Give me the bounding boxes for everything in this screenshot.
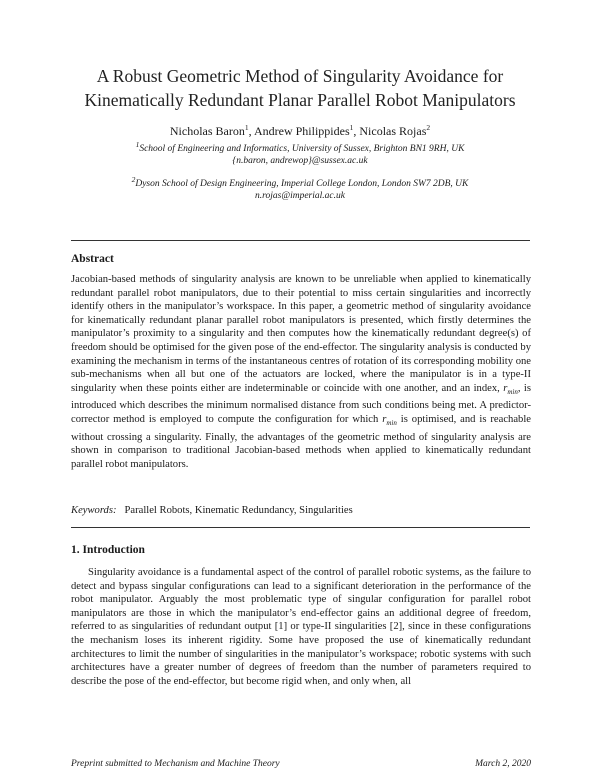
footer-date: March 2, 2020: [475, 759, 531, 769]
abstract-text: is optimised, and is reachable without crossing a singularity. Finally, the advantages of the geometric method of singularity analysis are shown in comparison to traditional Jacobian-based methods when applied to kinematically redundant parallel robot manipulators.: [71, 414, 531, 470]
title-line-1: A Robust Geometric Method of Singularity Avoidance for: [96, 66, 504, 86]
footer-journal: Preprint submitted to Mechanism and Machine Theory: [71, 759, 280, 769]
section-heading: 1. Introduction: [71, 544, 145, 556]
divider-bottom: [71, 527, 530, 528]
author-name: Nicolas Rojas: [359, 124, 427, 138]
author-name: Andrew Philippides: [253, 124, 350, 138]
title-line-2: Kinematically Redundant Planar Parallel Robot Manipulators: [84, 90, 516, 110]
affiliation-email: n.rojas@imperial.ac.uk: [255, 191, 345, 201]
keywords-text: Parallel Robots, Kinematic Redundancy, Singularities: [124, 505, 353, 516]
introduction-paragraph: Singularity avoidance is a fundamental aspect of the control of parallel robotic systems, as the failure to detect and bypass singular configurations can lead to a significant deterioration in the performance of the robot manipulator. Arguably the most problematic type of singular configuration for parallel robot manipulators are those in which the manipulator’s end-effector gains an additional degree of freedom, referred to as singularities of redundant output [1] or type-II singularities [2], since in these configurations the mechanism loses its inherent rigidity. Some have proposed the use of kinematically redundant architectures to limit the number of singularities in the manipulator’s workspace; robotic systems with such architectures have a greater number of degrees of freedom than the number of parameters required to describe the pose of the end-effector, but become rigid when, and only when, all: [71, 567, 531, 687]
author-affil-mark: 2: [426, 123, 431, 132]
abstract-text: Jacobian-based methods of singularity analysis are known to be unreliable when applied to kinematically redundant parallel robot manipulators, due to their potential to miss certain singularities and incorrectly identify others in the manipulator’s workspace. In this paper, a geometric method of singularity avoidance for kinematically redundant planar parallel robot manipulators is presented, which firstly determines the manipulator’s proximity to a singularity and then computes how the kinematically redundant degree(s) of freedom should be optimised for the given pose of the end-effector. The singularity analysis is conducted by examining the mechanism in terms of the instantaneous centres of rotation of its corresponding mobility one sub-mechanisms when all but one of the actuators are locked, where the manipulator is in a type-II singularity when these points either are indeterminable or coincide with one another, and an index,: [71, 274, 531, 394]
affiliation-address: Dyson School of Design Engineering, Imperial College London, London SW7 2DB, UK: [135, 179, 469, 189]
author-affil-mark: 1: [349, 123, 354, 132]
keywords-label: Keywords:: [71, 505, 117, 516]
keywords-line: [71, 505, 531, 516]
abstract-text: , is introduced which describes the minimum normalised distance from such conditions being met. A predictor-corrector method is employed to compute the configuration for which: [71, 382, 531, 426]
index-variable: $r_{min}$: [382, 414, 397, 428]
affiliation-mark: 2: [131, 174, 136, 184]
affiliation-address: School of Engineering and Informatics, University of Sussex, Brighton BN1 9RH, UK: [139, 144, 465, 154]
author-name: Nicholas Baron: [169, 124, 245, 138]
abstract-heading: Abstract: [71, 253, 114, 265]
divider-top: [71, 240, 530, 241]
index-variable: $r_{min}$: [503, 382, 518, 396]
author-affil-mark: 1: [244, 123, 249, 132]
abstract-body: [71, 273, 531, 472]
affiliation-email: {n.baron, andrewop}@sussex.ac.uk: [232, 156, 368, 166]
affiliation-mark: 1: [135, 139, 140, 149]
affiliation-1: [40, 139, 560, 167]
author-list: Nicholas Baron$^1$, Andrew Philippides$^1$, Nicolas Rojas$^2$: [169, 123, 431, 138]
paper-title: [40, 64, 560, 112]
affiliation-2: [40, 174, 560, 202]
